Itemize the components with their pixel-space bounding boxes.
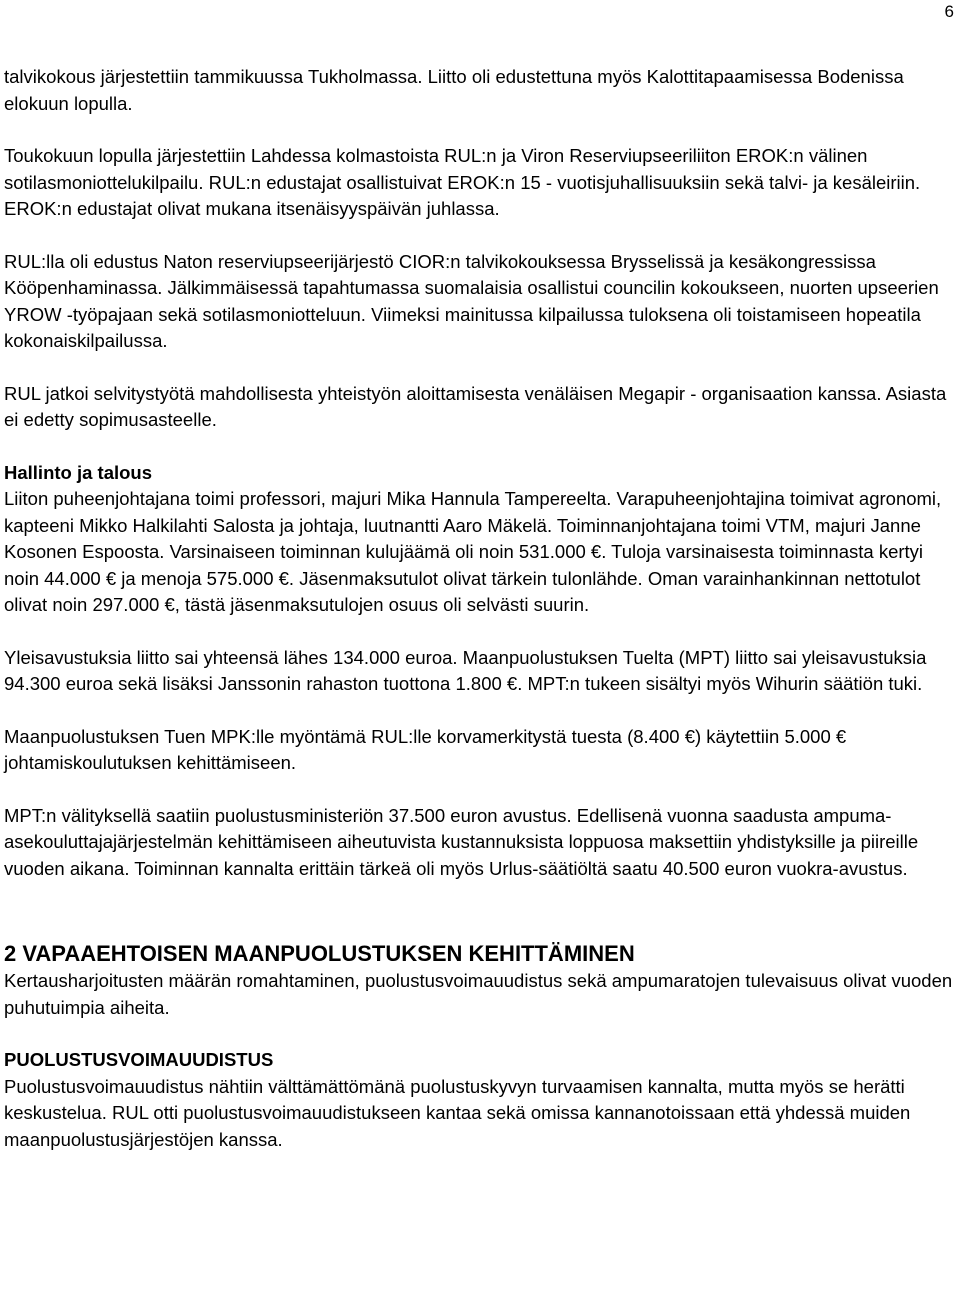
paragraph-hallinto: Liiton puheenjohtajana toimi professori, majuri Mika Hannula Tampereelta. Varapuheenjohtajina toimivat agronomi, kapteeni Mikko Halkilahti Salosta ja johtaja, luutnantti Aaro Mäkelä. Toiminnanjohtajana toimi VTM, majuri Janne Kosonen Espoosta. Varsinaiseen toiminnan kulujäämä oli noin 531.000 €. Tuloja varsinaisesta toiminnasta kertyi noin 44.000 € ja menoja 575.000 €. Jäsenmaksutulot olivat tärkein tulonlähde. Oman varainhankinnan nettotulot olivat noin 297.000 €, tästä jäsenmaksutulojen osuus oli selvästi suurin. <box>4 488 942 615</box>
paragraph-mpk-tuki: Maanpuolustuksen Tuen MPK:lle myöntämä RUL:lle korvamerkitystä tuesta (8.400 €) käytettiin 5.000 € johtamiskoulutuksen kehittämiseen. <box>4 725 847 773</box>
paragraph-yleisavustukset: Yleisavustuksia liitto sai yhteensä lähes 134.000 euroa. Maanpuolustuksen Tuelta (MPT) liitto sai yleisavustuksia 94.300 euroa sekä lisäksi Janssonin rahaston tuottona 1.800 €. MPT:n tukeen sisältyi myös Wihurin säätiön tuki. <box>4 646 927 694</box>
section-heading-2: 2 VAPAAEHTOISEN MAANPUOLUSTUKSEN KEHITTÄMINEN <box>4 941 635 966</box>
document-body <box>4 64 954 1153</box>
paragraph-megapir: RUL jatkoi selvitystyötä mahdollisesta yhteistyön aloittamisesta venäläisen Megapir - organisaation kanssa. Asiasta ei edetty sopimusasteelle. <box>4 382 947 430</box>
page-number: 6 <box>944 2 954 21</box>
paragraph-section-2-intro: Kertausharjoitusten määrän romahtaminen, puolustusvoimauudistus sekä ampumaratojen tulevaisuus olivat vuoden puhutuimpia aiheita. <box>4 970 953 1018</box>
paragraph-talvikokous: talvikokous järjestettiin tammikuussa Tukholmassa. Liitto oli edustettuna myös Kalottitapaamisessa Bodenissa elokuun lopulla. <box>4 66 904 114</box>
heading-hallinto-ja-talous: Hallinto ja talous <box>4 461 153 483</box>
paragraph-cior: RUL:lla oli edustus Naton reserviupseerijärjestö CIOR:n talvikokouksessa Brysselissä ja kesäkongressissa Kööpenhaminassa. Jälkimmäisessä tapahtumassa suomalaisia osallistui councilin kokoukseen, nuorten upseerien YROW -työpajaan sekä sotilasmoniotteluun. Viimeksi mainitussa kilpailussa tuloksena oli toistamiseen hopeatila kokonaiskilpailussa. <box>4 250 939 351</box>
heading-puolustusvoimauudistus: PUOLUSTUSVOIMAUUDISTUS <box>4 1049 274 1070</box>
paragraph-erok: Toukokuun lopulla järjestettiin Lahdessa kolmastoista RUL:n ja Viron Reserviupseeriliiton EROK:n välinen sotilasmoniottelukilpailu. RUL:n edustajat osallistuivat EROK:n 15 - vuotisjuhallisuuksiin sekä talvi- ja kesäleiriin. EROK:n edustajat olivat mukana itsenäisyyspäivän juhlassa. <box>4 145 921 219</box>
paragraph-puolustusvoimauudistus: Puolustusvoimauudistus nähtiin välttämättömänä puolustuskyvyn turvaamisen kannalta, mutta myös se herätti keskustelua. RUL otti puolustusvoimauudistukseen kantaa sekä omissa kannanotoissaan että yhdessä muiden maanpuolustusjärjestöjen kanssa. <box>4 1075 911 1150</box>
paragraph-mpt-avustus: MPT:n välityksellä saatiin puolustusministeriön 37.500 euron avustus. Edellisenä vuonna saadusta ampuma-asekouluttajajärjestelmän kehittämiseen aiheutuvista kustannuksista loppuosa maksettiin yhdistyksille ja piireille vuoden aikana. Toiminnan kannalta erittäin tärkeä oli myös Urlus-säätiöltä saatu 40.500 euron vuokra-avustus. <box>4 804 919 879</box>
